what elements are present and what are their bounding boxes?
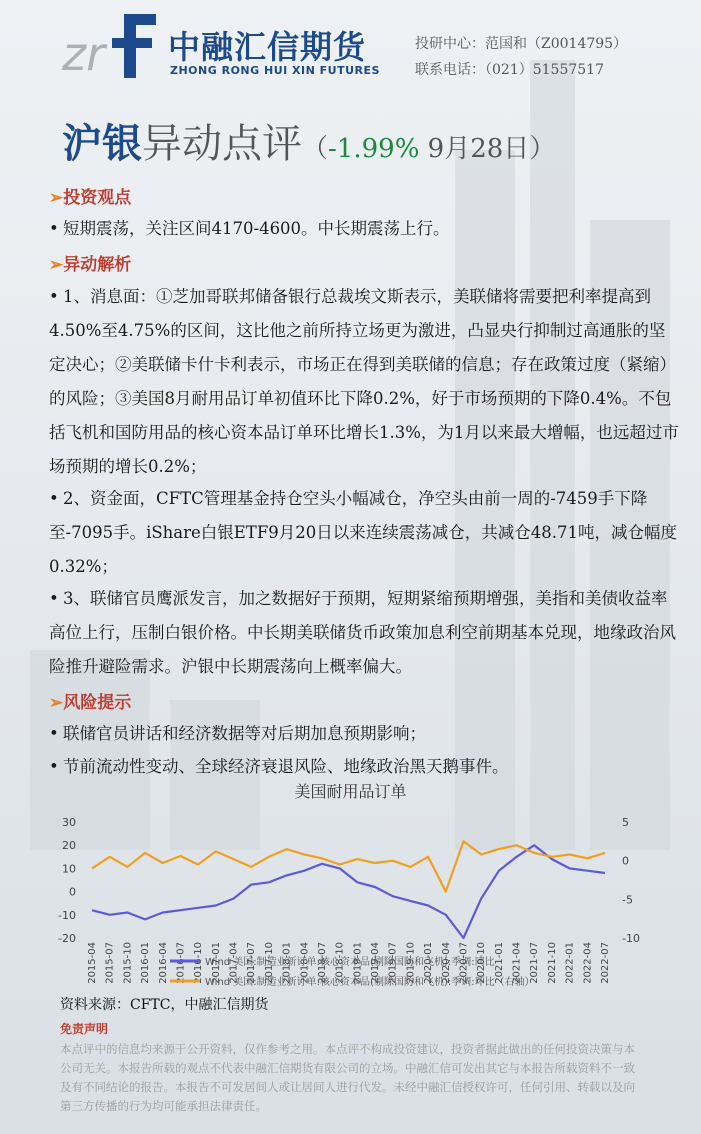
x-tick-label: 2016-01 bbox=[140, 942, 152, 984]
right-tick-label: -10 bbox=[622, 932, 640, 945]
arrow-icon: ➢ bbox=[49, 255, 64, 275]
risk-item-2: • 节前流动性变动、全球经济衰退风险、地缘政治黑天鹅事件。 bbox=[49, 757, 509, 776]
svg-text:zr: zr bbox=[62, 27, 106, 80]
series-line bbox=[92, 845, 605, 938]
analysis-item-1: • 1、消息面：①芝加哥联邦储备银行总裁埃文斯表示，美联储将需要把利率提高到4.50%至4.75%的区间，这比他之前所持立场更为激进，凸显央行抑制过高通胀的坚定决心；②美联储卡什卡利表示，市场正在得到美联储的信息；存在政策过度（紧缩）的风险；③美国8月耐用品订单初值环比下降0.2%，好于市场预期的下降0.4%。不包括飞机和国防用品的核心资本品订单环比增长1.3%，为1月以来最大增幅，也远超过市场预期的增长0.2%； bbox=[49, 287, 679, 476]
x-tick-label: 2015-10 bbox=[122, 942, 134, 984]
x-tick-label: 2018-10 bbox=[334, 942, 346, 984]
x-tick-label: 2015-04 bbox=[87, 942, 98, 984]
right-tick-label: -5 bbox=[622, 893, 633, 907]
company-name-cn: 中融汇信期货 bbox=[168, 28, 367, 66]
right-tick-label: 5 bbox=[622, 816, 629, 829]
x-tick-label: 2020-07 bbox=[458, 942, 470, 984]
arrow-icon: ➢ bbox=[49, 188, 64, 208]
disclaimer-text: 本点评中的信息均来源于公开资料，仅作参考之用。本点评不构成投资建议，投资者据此做出的任何投资决策与本公司无关。本报告所载的观点不代表中融汇信期货有限公司的立场。中融汇信可发出其它与本报告所载资料不一致及有不同结论的报告。本报告不可发居间人或让居间人进行代发。未经中融汇信授权许可，任何引用、转载以及向第三方传播的行为均可能承担法律责任。 bbox=[60, 1042, 635, 1113]
x-tick-label: 2019-01 bbox=[352, 942, 364, 984]
company-name-en: ZHONG RONG HUI XIN FUTURES bbox=[170, 64, 380, 77]
analysis-item-2: • 2、资金面，CFTC管理基金持仓空头小幅减仓，净空头由前一周的-7459手下降至-7095手。iShare白银ETF9月20日以来连续震荡减仓，共减仓48.71吨，减仓幅度0.32%； bbox=[49, 489, 677, 576]
x-tick-label: 2021-10 bbox=[546, 942, 558, 984]
x-tick-label: 2021-01 bbox=[493, 942, 505, 984]
x-tick-label: 2019-04 bbox=[370, 942, 382, 984]
x-tick-label: 2022-07 bbox=[600, 942, 611, 984]
x-tick-label: 2017-01 bbox=[210, 942, 222, 984]
x-tick-label: 2017-10 bbox=[263, 942, 275, 984]
x-tick-label: 2020-04 bbox=[440, 942, 452, 984]
left-tick-label: 30 bbox=[62, 816, 76, 829]
x-tick-label: 2015-07 bbox=[104, 942, 116, 984]
x-tick-label: 2019-07 bbox=[387, 942, 399, 984]
left-tick-label: -10 bbox=[58, 908, 76, 922]
title-product: 沪银 bbox=[62, 120, 142, 167]
left-tick-label: 0 bbox=[69, 885, 76, 899]
title-date: 9月28日 bbox=[419, 134, 530, 164]
disclaimer-title: 免责声明 bbox=[60, 1022, 109, 1036]
analysis-item-3: • 3、联储官员鹰派发言，加之数据好于预期，短期紧缩预期增强，美指和美债收益率高位上行，压制白银价格。中长期美联储货币政策加息利空前期基本兑现，地缘政治风险推升避险需求。沪银中长期震荡向上概率偏大。 bbox=[49, 589, 676, 676]
chart-title: 美国耐用品订单 bbox=[294, 782, 407, 801]
left-tick-label: -20 bbox=[58, 932, 76, 945]
legend-label: Wind 美国:制造业新订单:核心资本品(剔除国防和飞机):季调:同比 bbox=[205, 957, 495, 968]
arrow-icon: ➢ bbox=[49, 693, 64, 713]
contact-researcher: 投研中心：范国和（Z0014795） bbox=[415, 36, 628, 52]
legend-label: Wind 美国:制造业新订单:核心资本品(剔除国防和飞机):季调:环比（右轴） bbox=[205, 977, 535, 988]
section-risk-title: ➢风险提示 bbox=[49, 693, 132, 713]
x-tick-label: 2017-07 bbox=[246, 942, 258, 984]
x-tick-label: 2017-04 bbox=[228, 942, 240, 984]
x-tick-label: 2018-07 bbox=[316, 942, 328, 984]
x-tick-label: 2016-10 bbox=[193, 942, 205, 984]
x-tick-label: 2022-04 bbox=[582, 942, 594, 984]
x-tick-label: 2018-01 bbox=[281, 942, 293, 984]
x-tick-label: 2021-07 bbox=[529, 942, 541, 984]
title-paren-close: ） bbox=[529, 134, 556, 164]
list-item: • 短期震荡，关注区间4170-4600。中长期震荡上行。 bbox=[49, 219, 450, 238]
x-tick-label: 2016-07 bbox=[175, 942, 187, 984]
x-tick-label: 2016-04 bbox=[157, 942, 169, 984]
contact-phone: 联系电话：（021）51557517 bbox=[415, 62, 604, 78]
section-view-title: ➢投资观点 bbox=[49, 188, 132, 208]
left-tick-label: 10 bbox=[62, 862, 76, 876]
x-tick-label: 2019-10 bbox=[405, 942, 417, 984]
x-tick-label: 2018-04 bbox=[299, 942, 311, 984]
data-source: 资料来源：CFTC，中融汇信期货 bbox=[60, 997, 269, 1013]
title-type: 异动点评 bbox=[142, 121, 302, 167]
x-tick-label: 2020-10 bbox=[476, 942, 488, 984]
x-tick-label: 2022-01 bbox=[564, 942, 576, 984]
x-tick-label: 2021-04 bbox=[511, 942, 523, 984]
x-tick-label: 2020-01 bbox=[423, 942, 435, 984]
title-paren-open: （ bbox=[302, 134, 329, 164]
risk-item-1: • 联储官员讲话和经济数据等对后期加息预期影响； bbox=[49, 724, 426, 743]
section-analysis-title: ➢异动解析 bbox=[49, 255, 132, 275]
title-change-pct: -1.99% bbox=[328, 134, 420, 164]
left-tick-label: 20 bbox=[62, 839, 76, 853]
right-tick-label: 0 bbox=[622, 854, 629, 868]
